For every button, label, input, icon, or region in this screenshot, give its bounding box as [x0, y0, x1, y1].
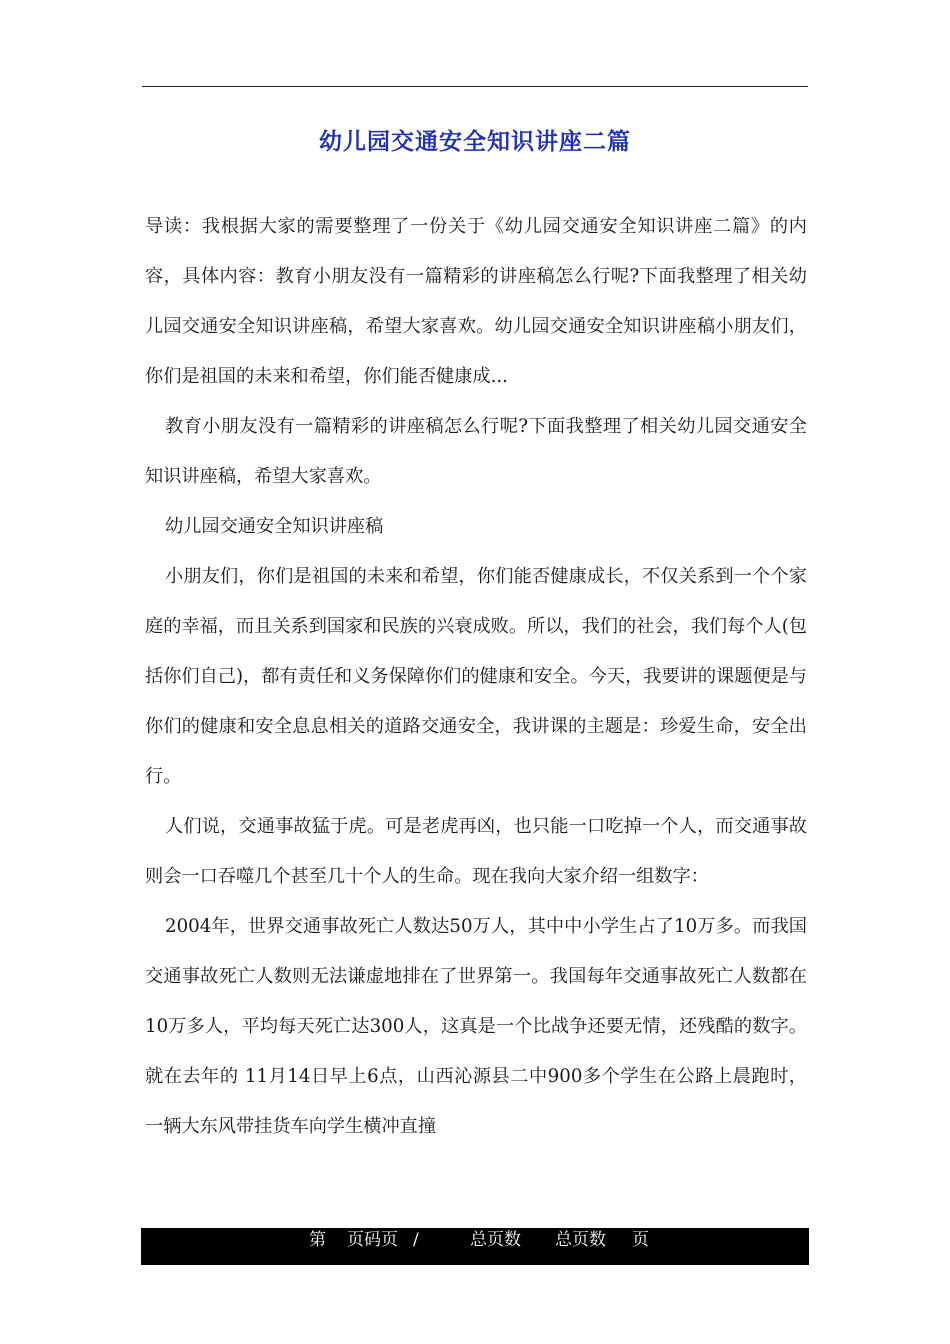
paragraph: 小朋友们，你们是祖国的未来和希望，你们能否健康成长，不仅关系到一个个家庭的幸福，而且关系到国家和民族的兴衰成败。所以，我们的社会，我们每个人(包括你们自己)，都有责任和义务保障你们的健康和安全。今天，我要讲的课题便是与你们的健康和安全息息相关的道路交通安全，我讲课的主题是：珍爱生命，安全出行。: [145, 566, 807, 787]
paragraph: 2004年，世界交通事故死亡人数达50万人，其中中小学生占了10万多。而我国交通事故死亡人数则无法谦虚地排在了世界第一。我国每年交通事故死亡人数都在10万多人，平均每天死亡达300人，这真是一个比战争还要无情，还残酷的数字。就在去年的 11月14日早上6点，山西沁源县二中900多个学生在公路上晨跑时，一辆大东风带挂货车向学生横冲直撞: [145, 916, 807, 1137]
footer-total-pages: 总页数: [555, 1230, 606, 1250]
paragraph: 教育小朋友没有一篇精彩的讲座稿怎么行呢?下面我整理了相关幼儿园交通安全知识讲座稿，希望大家喜欢。: [145, 416, 807, 487]
footer-page-prefix: 第: [309, 1230, 326, 1250]
document-body: [145, 202, 807, 1152]
footer-slash: /: [413, 1230, 419, 1250]
footer-page-suffix: 页: [632, 1230, 649, 1250]
footer-page-code: 页码页: [347, 1230, 398, 1250]
page-footer: [141, 1228, 809, 1265]
paragraph: 人们说，交通事故猛于虎。可是老虎再凶，也只能一口吃掉一个人，而交通事故则会一口吞噬几个甚至几十个人的生命。现在我向大家介绍一组数字：: [145, 816, 807, 887]
footer-total-pages: 总页数: [470, 1230, 521, 1250]
header-rule: [142, 86, 808, 87]
intro-paragraph: 导读：我根据大家的需要整理了一份关于《幼儿园交通安全知识讲座二篇》的内容，具体内容：教育小朋友没有一篇精彩的讲座稿怎么行呢?下面我整理了相关幼儿园交通安全知识讲座稿，希望大家喜欢。幼儿园交通安全知识讲座稿小朋友们，你们是祖国的未来和希望，你们能否健康成...: [145, 216, 807, 387]
document-title: 幼儿园交通安全知识讲座二篇: [319, 129, 631, 155]
section-heading: 幼儿园交通安全知识讲座稿: [165, 516, 384, 537]
